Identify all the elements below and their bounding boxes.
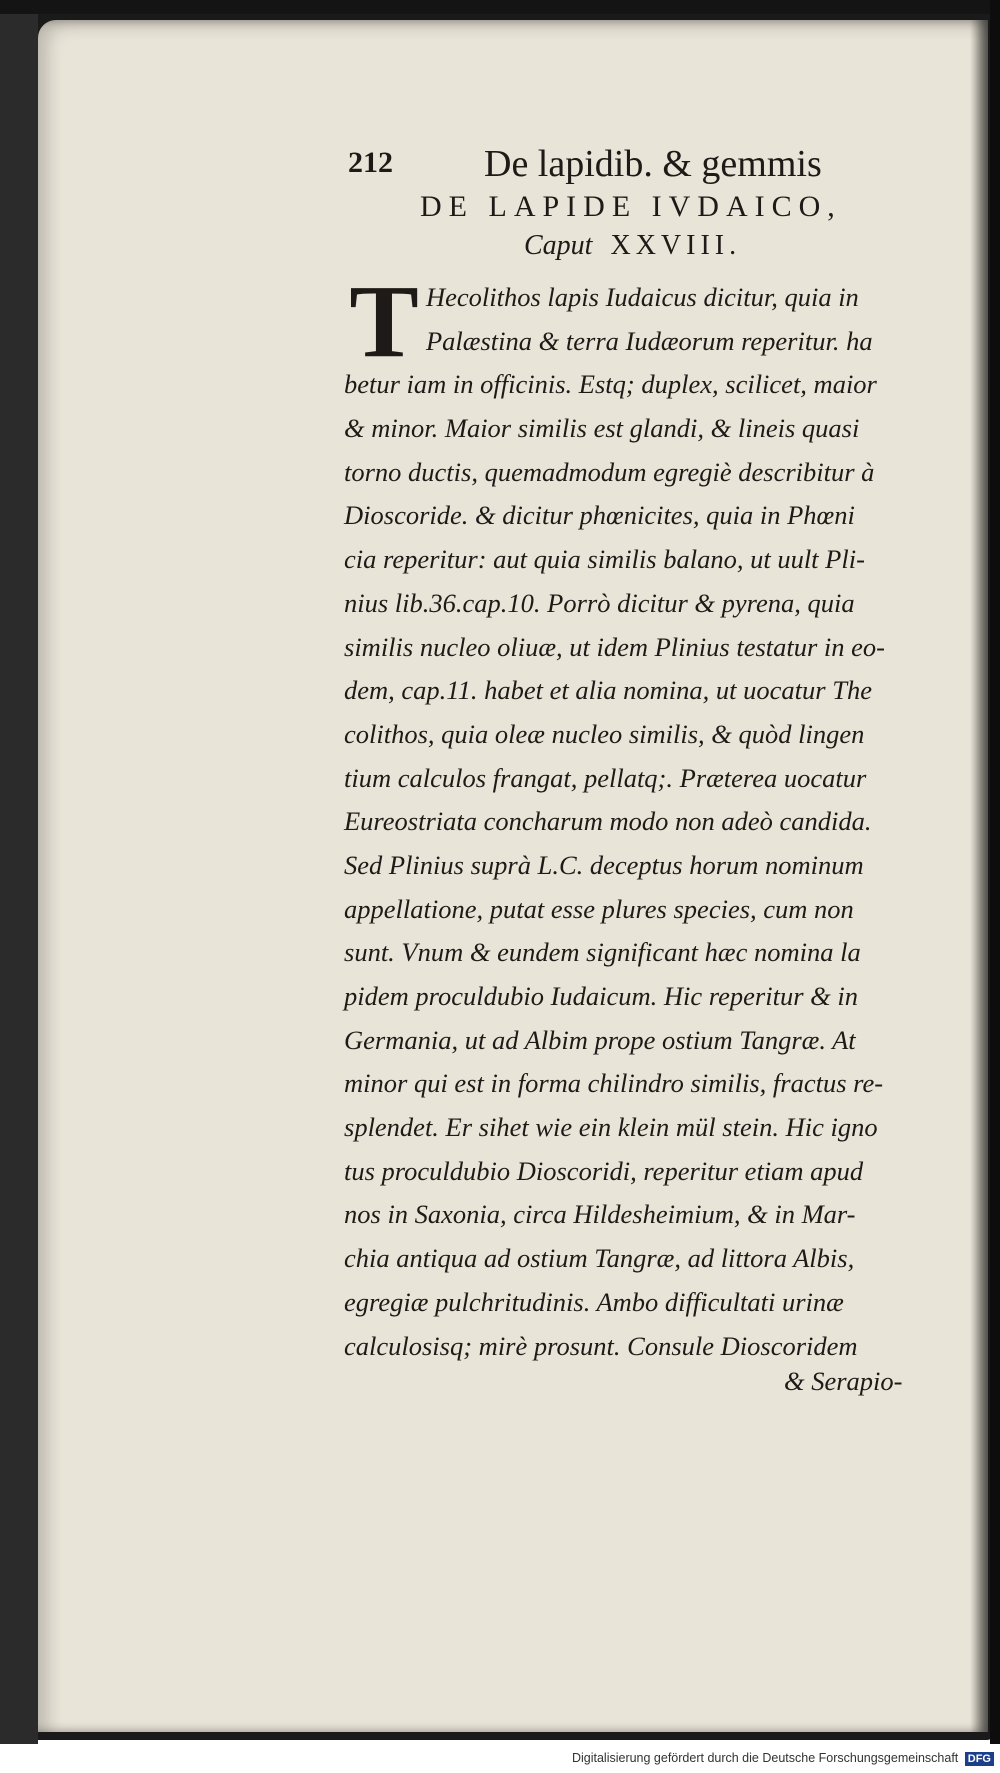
- text-line: Sed Plinius suprà L.C. deceptus horum nominum: [344, 849, 864, 880]
- chapter-title: DE LAPIDE IVDAICO,: [420, 190, 842, 223]
- text-line: Germania, ut ad Albim prope ostium Tangræ. At: [344, 1024, 856, 1055]
- text-line: betur iam in officinis. Estq; duplex, scilicet, maior: [344, 369, 877, 400]
- page-number: 212: [348, 146, 393, 179]
- text-line: Eureostriata concharum modo non adeò candida.: [344, 806, 872, 837]
- text-line: Dioscoride. & dicitur phœnicites, quia in Phœni: [344, 500, 855, 531]
- left-scan-edge: [0, 0, 38, 1773]
- text-line: calculosisq; mirè prosunt. Consule Dioscoridem: [344, 1330, 858, 1361]
- text-line: nius lib.36.cap.10. Porrò dicitur & pyrena, quia: [344, 587, 855, 618]
- text-line: tus proculdubio Dioscoridi, reperitur etiam apud: [344, 1155, 864, 1186]
- book-page: [38, 20, 988, 1732]
- catchword: & Serapio-: [784, 1366, 903, 1396]
- text-line: splendet. Er sihet wie ein klein mül stein. Hic igno: [344, 1112, 878, 1143]
- body-text: [344, 264, 984, 1368]
- dfg-logo: DFG: [965, 1752, 994, 1766]
- text-line: appellatione, putat esse plures species, cum non: [344, 893, 854, 924]
- text-line: colithos, quia oleæ nucleo similis, & quòd lingen: [344, 718, 865, 749]
- running-title: De lapidib. & gemmis: [484, 143, 822, 185]
- text-line: nos in Saxonia, circa Hildesheimium, & in Mar-: [344, 1199, 856, 1230]
- right-scan-edge: [990, 0, 1000, 1773]
- dfg-credit: [572, 1751, 994, 1766]
- text-line: cia reperitur: aut quia similis balano, ut uult Pli-: [344, 544, 865, 575]
- chapter-word: Caput: [524, 230, 593, 261]
- text-line: torno ductis, quemadmodum egregiè describitur à: [344, 456, 875, 487]
- text-line: Palæstina & terra Iudæorum reperitur. ha: [426, 325, 873, 356]
- text-line: Hecolithos lapis Iudaicus dicitur, quia in: [426, 282, 859, 312]
- chapter-roman-numeral: XXVIII.: [610, 230, 742, 261]
- text-line: pidem proculdubio Iudaicum. Hic reperitur & in: [344, 981, 858, 1011]
- text-line: tium calculos frangat, pellatq;. Præterea uocatur: [344, 762, 867, 793]
- top-scan-edge: [0, 0, 1000, 14]
- chapter-number: [524, 230, 741, 262]
- text-line: sunt. Vnum & eundem significant hæc nomina la: [344, 937, 861, 968]
- text-line: dem, cap.11. habet et alia nomina, ut uocatur The: [344, 675, 872, 706]
- drop-cap-initial: T: [349, 264, 419, 379]
- text-line: minor qui est in forma chilindro similis, fractus re-: [344, 1068, 884, 1099]
- text-line: chia antiqua ad ostium Tangræ, ad littora Albis,: [344, 1243, 855, 1274]
- funding-credit-text: Digitalisierung gefördert durch die Deutsche Forschungsgemeinschaft: [571, 1751, 959, 1765]
- running-head: [344, 138, 984, 198]
- text-line: & minor. Maior similis est glandi, & lineis quasi: [344, 413, 860, 444]
- text-line: similis nucleo oliuæ, ut idem Plinius testatur in eo-: [344, 631, 886, 662]
- text-line: egregiæ pulchritudinis. Ambo difficultati urinæ: [344, 1286, 844, 1317]
